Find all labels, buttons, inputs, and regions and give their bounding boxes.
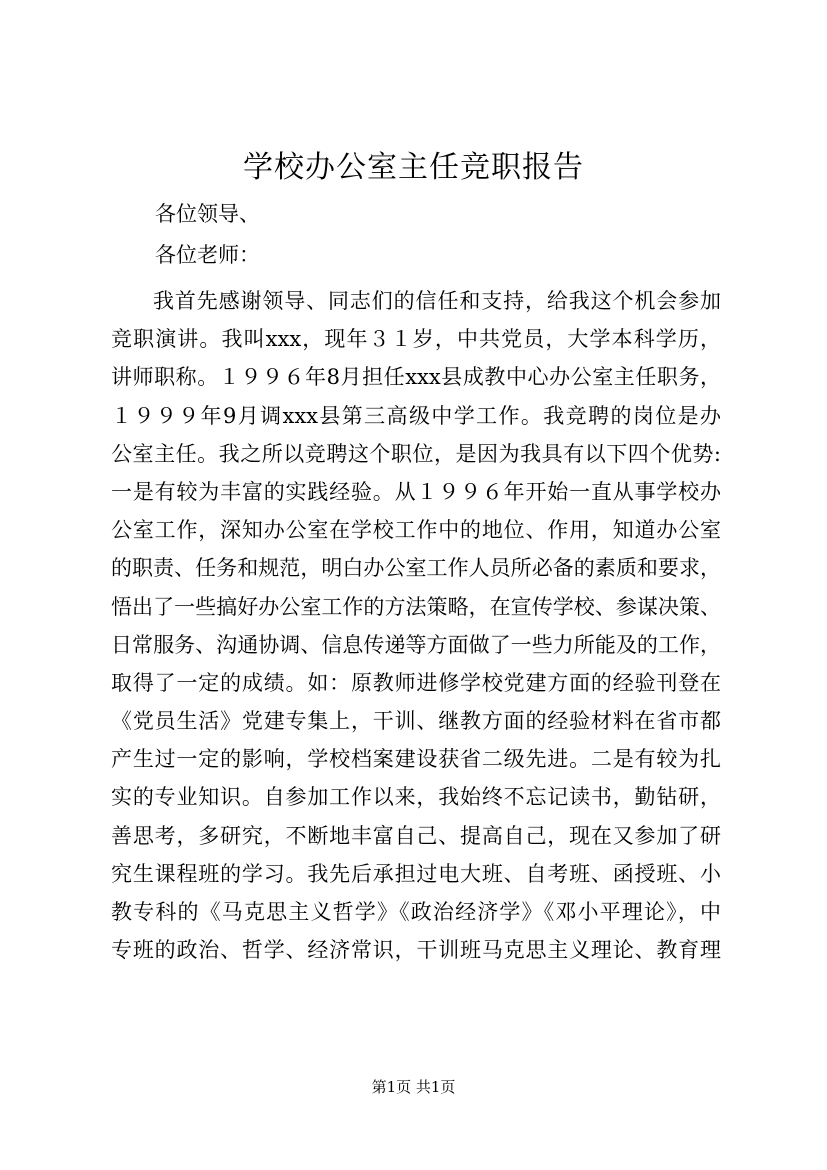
body-line: 公室主任。我之所以竞聘这个职位，是因为我具有以下四个优势: (111, 441, 721, 466)
body-line: 公室工作，深知办公室在学校工作中的地位、作用，知道办公室 (111, 518, 721, 543)
body-line: 教专科的《马克思主义哲学》《政治经济学》《邓小平理论》，中 (111, 900, 721, 924)
body-line: 一是有较为丰富的实践经验。从１９９６年开始一直从事学校办 (111, 479, 721, 504)
body-line: 日常服务、沟通协调、信息传递等方面做了一些力所能及的工作， (111, 632, 721, 657)
body-line: 《党员生活》党建专集上，干训、继教方面的经验材料在省市都 (111, 709, 721, 734)
body-line: 实的专业知识。自参加工作以来，我始终不忘记读书，勤钻研， (111, 785, 721, 810)
body-line: 的职责、任务和规范，明白办公室工作人员所必备的素质和要求， (111, 556, 721, 581)
salutation-leaders: 各位领导、 (155, 202, 260, 226)
body-line: 善思考，多研究，不断地丰富自己、提高自己，现在又参加了研 (111, 823, 721, 848)
body-line: 悟出了一些搞好办公室工作的方法策略，在宣传学校、参谋决策、 (111, 594, 721, 619)
body-line: 讲师职称。１９９６年8月担任xxx县成教中心办公室主任职务， (111, 365, 721, 390)
document-title: 学校办公室主任竞职报告 (243, 150, 584, 185)
body-line: 竞职演讲。我叫xxx，现年３１岁，中共党员，大学本科学历， (111, 327, 721, 352)
body-line: 取得了一定的成绩。如：原教师进修学校党建方面的经验刊登在 (111, 670, 721, 695)
body-line: 专班的政治、哲学、经济常识，干训班马克思主义理论、教育理 (111, 938, 721, 963)
body-line: 我首先感谢领导、同志们的信任和支持，给我这个机会参加 (153, 289, 721, 313)
body-line: １９９９年9月调xxx县第三高级中学工作。我竞聘的岗位是办 (111, 403, 721, 428)
body-paragraph (111, 282, 721, 969)
body-line: 究生课程班的学习。我先后承担过电大班、自考班、函授班、小 (111, 861, 721, 886)
page-footer: 第1页 共1页 (371, 1078, 456, 1096)
body-line: 产生过一定的影响，学校档案建设获省二级先进。二是有较为扎 (111, 747, 721, 772)
salutation-teachers: 各位老师： (155, 243, 260, 267)
